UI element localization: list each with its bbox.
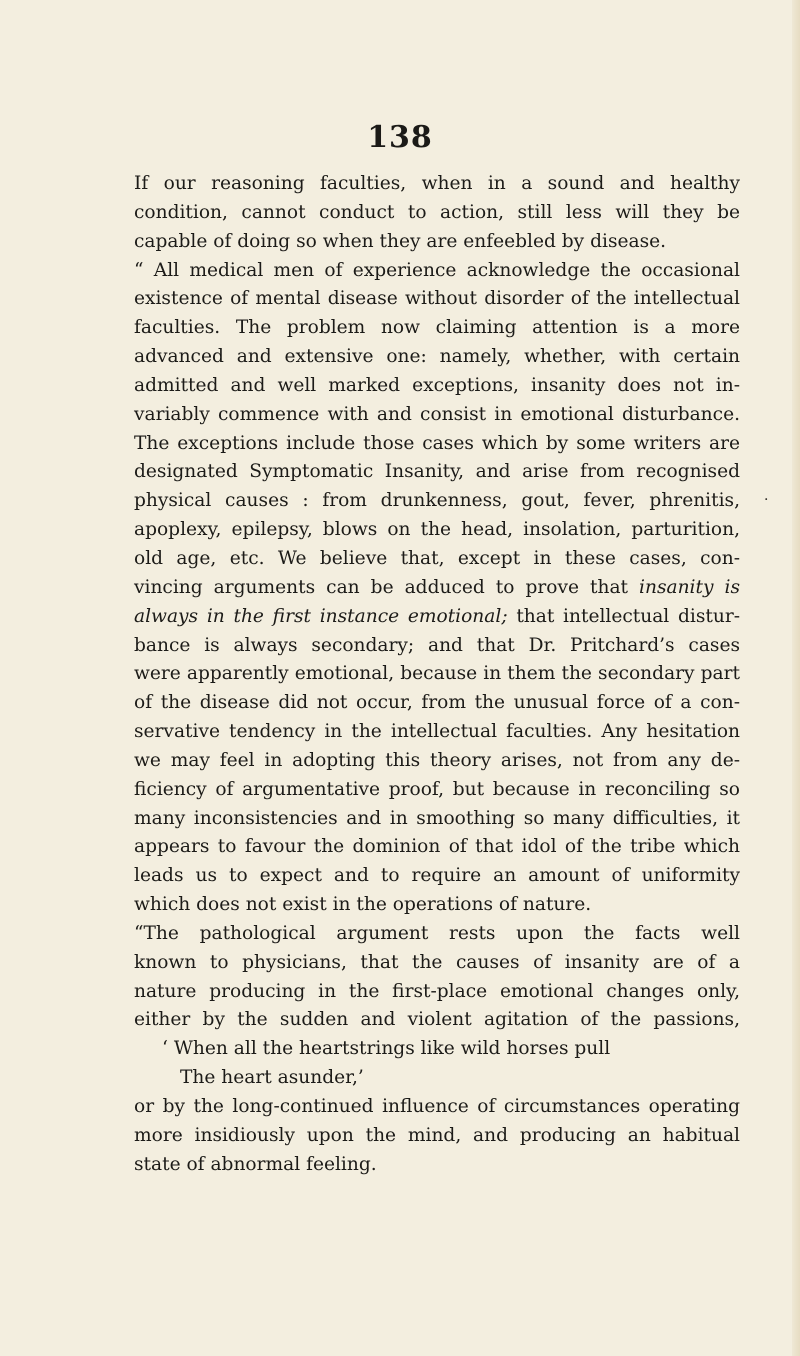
text-line: [134, 833, 740, 862]
text-line-content: “ All medical men of experience acknowledge the occasional: [134, 259, 740, 281]
text-line-content: known to physicians, that the causes of insanity are of a: [134, 951, 740, 973]
text-line: [134, 949, 740, 978]
text-line-content: The exceptions include those cases which by some writers are: [134, 432, 740, 454]
text-line-content: which does not exist in the operations of nature.: [134, 894, 592, 916]
text-line-continuation: that intellectual distur-: [507, 605, 740, 627]
text-line: [134, 632, 740, 661]
text-line-content: designated Symptomatic Insanity, and arise from recognised: [134, 461, 740, 483]
text-line-content: The heart asunder,’: [180, 1067, 364, 1089]
text-line: [134, 199, 740, 228]
text-line-content: “The pathological argument rests upon the facts well: [134, 922, 740, 944]
text-line: [134, 978, 740, 1007]
text-line: [134, 372, 740, 401]
italic-emphasis: insanity is: [639, 576, 740, 598]
text-line: [134, 285, 740, 314]
text-line: [134, 257, 740, 286]
text-line-content: more insidiously upon the mind, and producing an habitual: [134, 1124, 740, 1146]
text-line: [134, 1035, 740, 1064]
text-line: [134, 574, 740, 603]
text-line: [134, 920, 740, 949]
text-line: [134, 401, 740, 430]
text-line-content: faculties. The problem now claiming attention is a more: [134, 317, 740, 339]
text-line: [134, 458, 740, 487]
text-line: [134, 314, 740, 343]
text-line-content: bance is always secondary; and that Dr. Pritchard’s cases: [134, 634, 740, 656]
text-line: [134, 430, 740, 459]
text-line: [134, 516, 740, 545]
text-line-content: or by the long-continued influence of circumstances operating: [134, 1096, 740, 1117]
text-line-content: state of abnormal feeling.: [134, 1153, 377, 1175]
text-line-content: capable of doing so when they are enfeebled by disease.: [134, 230, 667, 252]
text-line: [134, 487, 740, 516]
text-line: [134, 805, 740, 834]
text-line-content: admitted and well marked exceptions, insanity does not in-: [134, 374, 740, 396]
text-line-content: vincing arguments can be adduced to prove that: [134, 576, 628, 598]
text-line: [134, 228, 740, 257]
text-line: [134, 170, 740, 199]
text-line-content: we may feel in adopting this theory arises, not from any de-: [134, 749, 740, 771]
text-line-content: many inconsistencies and in smoothing so many difficulties, it: [134, 807, 740, 829]
text-line-content: If our reasoning faculties, when in a sound and healthy: [134, 173, 740, 194]
text-line: [134, 1064, 740, 1093]
text-line-content: of the disease did not occur, from the unusual force of a con-: [134, 692, 740, 714]
text-line-content: advanced and extensive one: namely, whether, with certain: [134, 346, 740, 368]
text-line: [134, 1122, 740, 1151]
page-number: 138: [367, 120, 433, 155]
text-line: [134, 603, 740, 632]
text-line-content: nature producing in the first-place emotional changes only,: [134, 980, 740, 1002]
text-line-content: were apparently emotional, because in them the secondary part: [134, 663, 740, 685]
text-line: [134, 747, 740, 776]
text-line: [134, 891, 740, 920]
text-line: [134, 1151, 740, 1180]
text-line: [134, 545, 740, 574]
text-line: [134, 1093, 740, 1122]
text-line-content: servative tendency in the intellectual faculties. Any hesitation: [134, 721, 740, 743]
text-line: [134, 862, 740, 891]
text-line-content: ‘ When all the heartstrings like wild horses pull: [162, 1038, 611, 1060]
italic-emphasis: always in the first instance emotional;: [134, 605, 508, 627]
text-line: [134, 660, 740, 689]
text-line-content: apoplexy, epilepsy, blows on the head, insolation, parturition,: [134, 519, 740, 541]
text-line-content: ficiency of argumentative proof, but because in reconciling so: [134, 778, 740, 800]
text-line-content: old age, etc. We believe that, except in these cases, con-: [134, 547, 740, 569]
text-line-content: variably commence with and consist in emotional disturbance.: [134, 403, 740, 425]
text-line: [134, 1006, 740, 1035]
body-text: [134, 170, 740, 1180]
text-line: [134, 689, 740, 718]
text-line: [134, 718, 740, 747]
text-line-content: appears to favour the dominion of that idol of the tribe which: [134, 836, 740, 858]
text-line-content: physical causes : from drunkenness, gout, fever, phrenitis,: [134, 490, 740, 512]
text-line-content: leads us to expect and to require an amount of uniformity: [134, 865, 740, 887]
margin-mark: ·: [764, 492, 769, 508]
text-line-content: either by the sudden and violent agitation of the passions,: [134, 1009, 740, 1031]
text-line-content: existence of mental disease without disorder of the intellectual: [134, 288, 740, 310]
page-edge: [792, 0, 800, 1356]
text-line: [134, 776, 740, 805]
text-line-content: condition, cannot conduct to action, still less will they be: [134, 201, 740, 223]
text-line: [134, 343, 740, 372]
